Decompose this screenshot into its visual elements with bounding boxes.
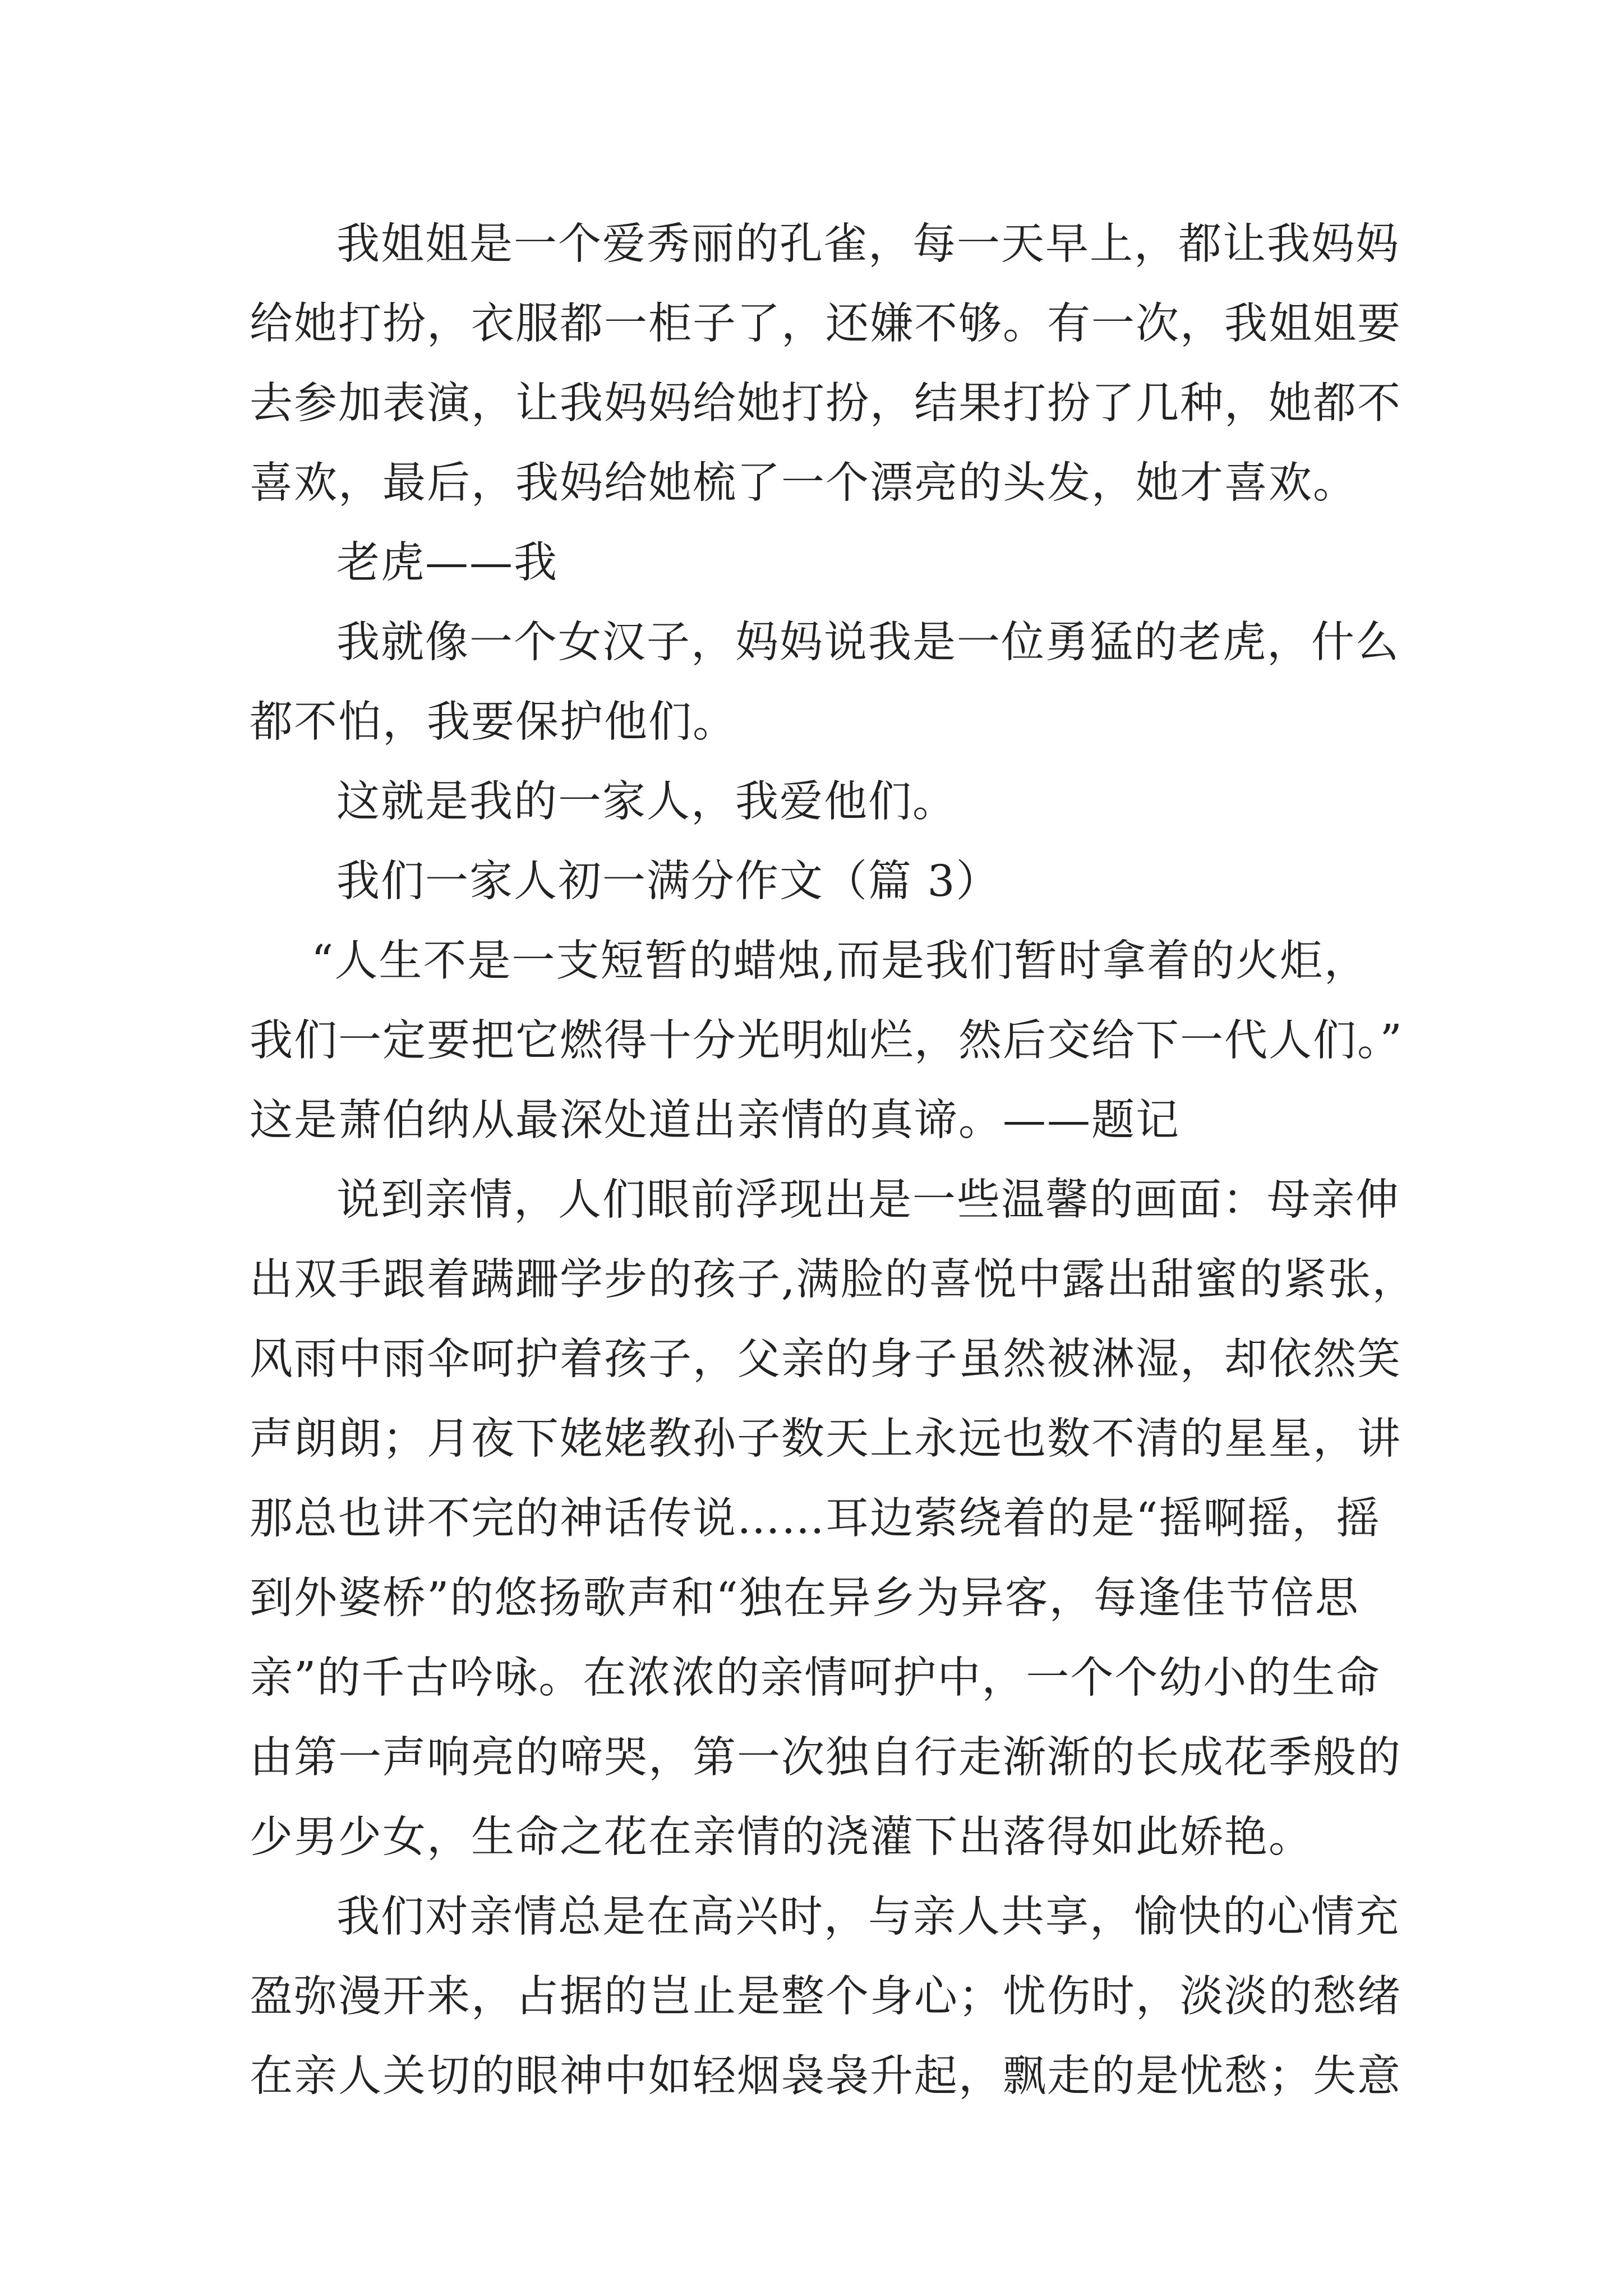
epigraph [250,922,1403,1161]
text-line: 这就是我的一家人，我爱他们。 [336,777,957,827]
text-line: 少男少女，生命之花在亲情的浇灌下出落得如此娇艳。 [250,1812,1313,1862]
paragraph-tiger [250,603,1400,762]
text-line: 出双手跟着蹒跚学步的孩子,满脸的喜悦中露出甜蜜的紧张， [250,1255,1417,1305]
text-line: 那总也讲不完的神话传说……耳边萦绕着的是“摇啊摇，摇 [250,1494,1381,1544]
text-line: 说到亲情，人们眼前浮现出是一些温馨的画面：母亲伸 [336,1175,1400,1225]
essay-title [250,842,1377,922]
paragraph-sharing [250,1878,1401,2116]
text-line: 我就像一个女汉子，妈妈说我是一位勇猛的老虎，什么 [336,618,1400,668]
text-line: 都不怕，我要保护他们。 [250,697,737,747]
text-line: 去参加表演，让我妈妈给她打扮，结果打扮了几种，她都不 [250,379,1401,429]
text-line: 我们一家人初一满分作文（篇 3） [336,857,1000,907]
paragraph-kinship [250,1161,1417,1878]
paragraph-peacock [250,205,1401,523]
text-line: 我们一定要把它燃得十分光明灿烂，然后交给下一代人们。” [250,1016,1403,1066]
text-line: 声朗朗；月夜下姥姥教孙子数天上永远也数不清的星星，讲 [250,1414,1401,1464]
text-line: “人生不是一支短暂的蜡烛,而是我们暂时拿着的火炬， [311,936,1368,986]
text-line: 在亲人关切的眼神中如轻烟袅袅升起，飘走的是忧愁；失意 [250,2051,1401,2101]
document-body [250,205,1417,2116]
section-heading-tiger [250,523,1377,603]
text-line: 风雨中雨伞呵护着孩子，父亲的身子虽然被淋湿，却依然笑 [250,1335,1401,1384]
text-line: 我姐姐是一个爱秀丽的孔雀，每一天早上，都让我妈妈 [336,219,1400,269]
text-line: 由第一声响亮的啼哭，第一次独自行走渐渐的长成花季般的 [250,1733,1401,1783]
text-line: 这是萧伯纳从最深处道出亲情的真谛。——题记 [250,1096,1180,1145]
paragraph-family [250,762,1377,842]
text-line: 给她打扮，衣服都一柜子了，还嫌不够。有一次，我姐姐要 [250,299,1401,349]
text-line: 喜欢，最后，我妈给她梳了一个漂亮的头发，她才喜欢。 [250,458,1357,508]
text-line: 老虎——我 [336,538,558,588]
text-line: 到外婆桥”的悠扬歌声和“独在异乡为异客，每逢佳节倍思 [250,1573,1359,1623]
text-line: 我们对亲情总是在高兴时，与亲人共享，愉快的心情充 [336,1892,1400,1942]
text-line: 亲”的千古吟咏。在浓浓的亲情呵护中，一个个幼小的生命 [250,1653,1381,1703]
text-line: 盈弥漫开来，占据的岂止是整个身心；忧伤时，淡淡的愁绪 [250,1972,1401,2022]
